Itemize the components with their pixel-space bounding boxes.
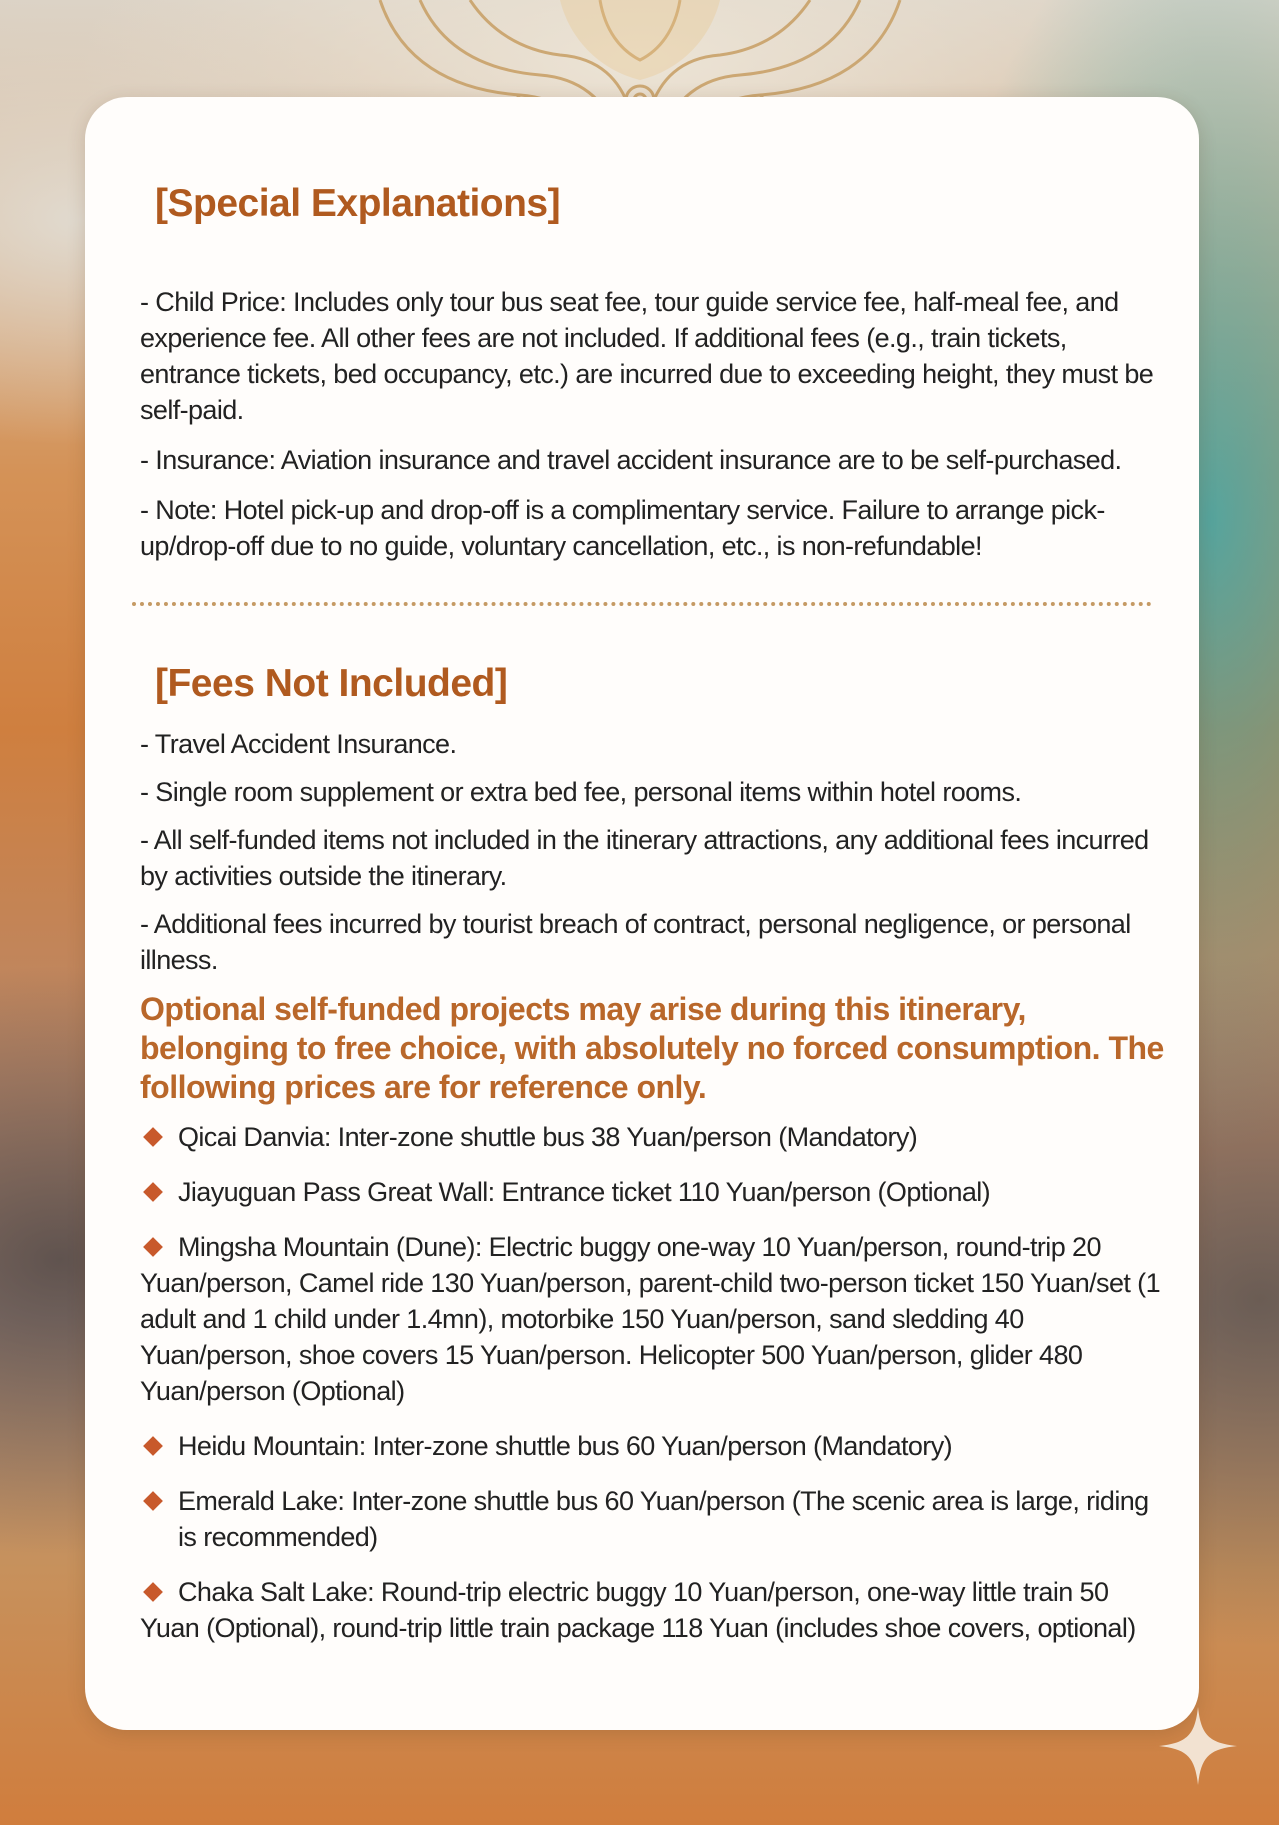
diamond-bullet-icon (143, 1491, 163, 1511)
fee-item: - Single room supplement or extra bed fee, personal items within hotel rooms. (140, 777, 1022, 807)
diamond-bullet-icon (143, 1127, 163, 1147)
optional-item (140, 1483, 1170, 1555)
optional-item (140, 1119, 1170, 1155)
diamond-bullet-icon (143, 1436, 163, 1456)
page-content (140, 180, 1170, 1665)
optional-item-text: Chaka Salt Lake: Round-trip electric buggy 10 Yuan/person, one-way little train 50 Yuan (Optional), round-trip little train package 118 Yuan (includes shoe covers, optional) (140, 1577, 1136, 1643)
dotted-divider (132, 602, 1152, 606)
optional-item-text: Jiayuguan Pass Great Wall: Entrance ticket 110 Yuan/person (Optional) (178, 1177, 991, 1207)
child-price-note: - Child Price: Includes only tour bus seat fee, tour guide service fee, half-meal fee, and experience fee. All other fees are not included. If additional fees (e.g., train tickets, entrance tickets, bed occupancy, etc.) are incurred due to exceeding height, they must be self-paid. (140, 287, 1154, 425)
fee-item: - Additional fees incurred by tourist breach of contract, personal negligence, or personal illness. (140, 909, 1131, 975)
diamond-bullet-icon (143, 1182, 163, 1202)
optional-item (140, 1574, 1170, 1646)
optional-item (140, 1229, 1170, 1409)
fee-item: - Travel Accident Insurance. (140, 729, 457, 759)
diamond-bullet-icon (143, 1582, 163, 1602)
diamond-bullet-icon (143, 1237, 163, 1257)
optional-projects-notice: Optional self-funded projects may arise during this itinerary, belonging to free choice, with absolutely no forced consumption. The following prices are for reference only. (140, 991, 1164, 1105)
pickup-note: - Note: Hotel pick-up and drop-off is a complimentary service. Failure to arrange pick-up/drop-off due to no guide, voluntary cancellation, etc., is non-refundable! (140, 495, 1105, 561)
optional-item (140, 1428, 1170, 1464)
optional-item (140, 1174, 1170, 1210)
special-explanations-heading: [Special Explanations] (155, 182, 561, 225)
special-explanations-section (140, 180, 1170, 564)
insurance-note: - Insurance: Aviation insurance and travel accident insurance are to be self-purchased. (140, 445, 1122, 475)
optional-item-text: Qicai Danvia: Inter-zone shuttle bus 38 Yuan/person (Mandatory) (178, 1122, 918, 1152)
fees-not-included-section (140, 660, 1170, 1646)
optional-item-text: Heidu Mountain: Inter-zone shuttle bus 60 Yuan/person (Mandatory) (178, 1431, 952, 1461)
optional-item-text: Mingsha Mountain (Dune): Electric buggy one-way 10 Yuan/person, round-trip 20 Yuan/person, Camel ride 130 Yuan/person, parent-child two-person ticket 150 Yuan/set (1 adult and 1 child under 1.4mn), motorbike 150 Yuan/person, sand sledding 40 Yuan/person, shoe covers 15 Yuan/person. Helicopter 500 Yuan/person, glider 480 Yuan/person (Optional) (140, 1232, 1160, 1406)
fees-not-included-heading: [Fees Not Included] (155, 662, 508, 705)
sparkle-star-icon (1157, 1705, 1239, 1787)
fee-item: - All self-funded items not included in the itinerary attractions, any additional fees incurred by activities outside the itinerary. (140, 825, 1149, 891)
optional-item-text: Emerald Lake: Inter-zone shuttle bus 60 Yuan/person (The scenic area is large, riding is recommended) (178, 1486, 1149, 1552)
